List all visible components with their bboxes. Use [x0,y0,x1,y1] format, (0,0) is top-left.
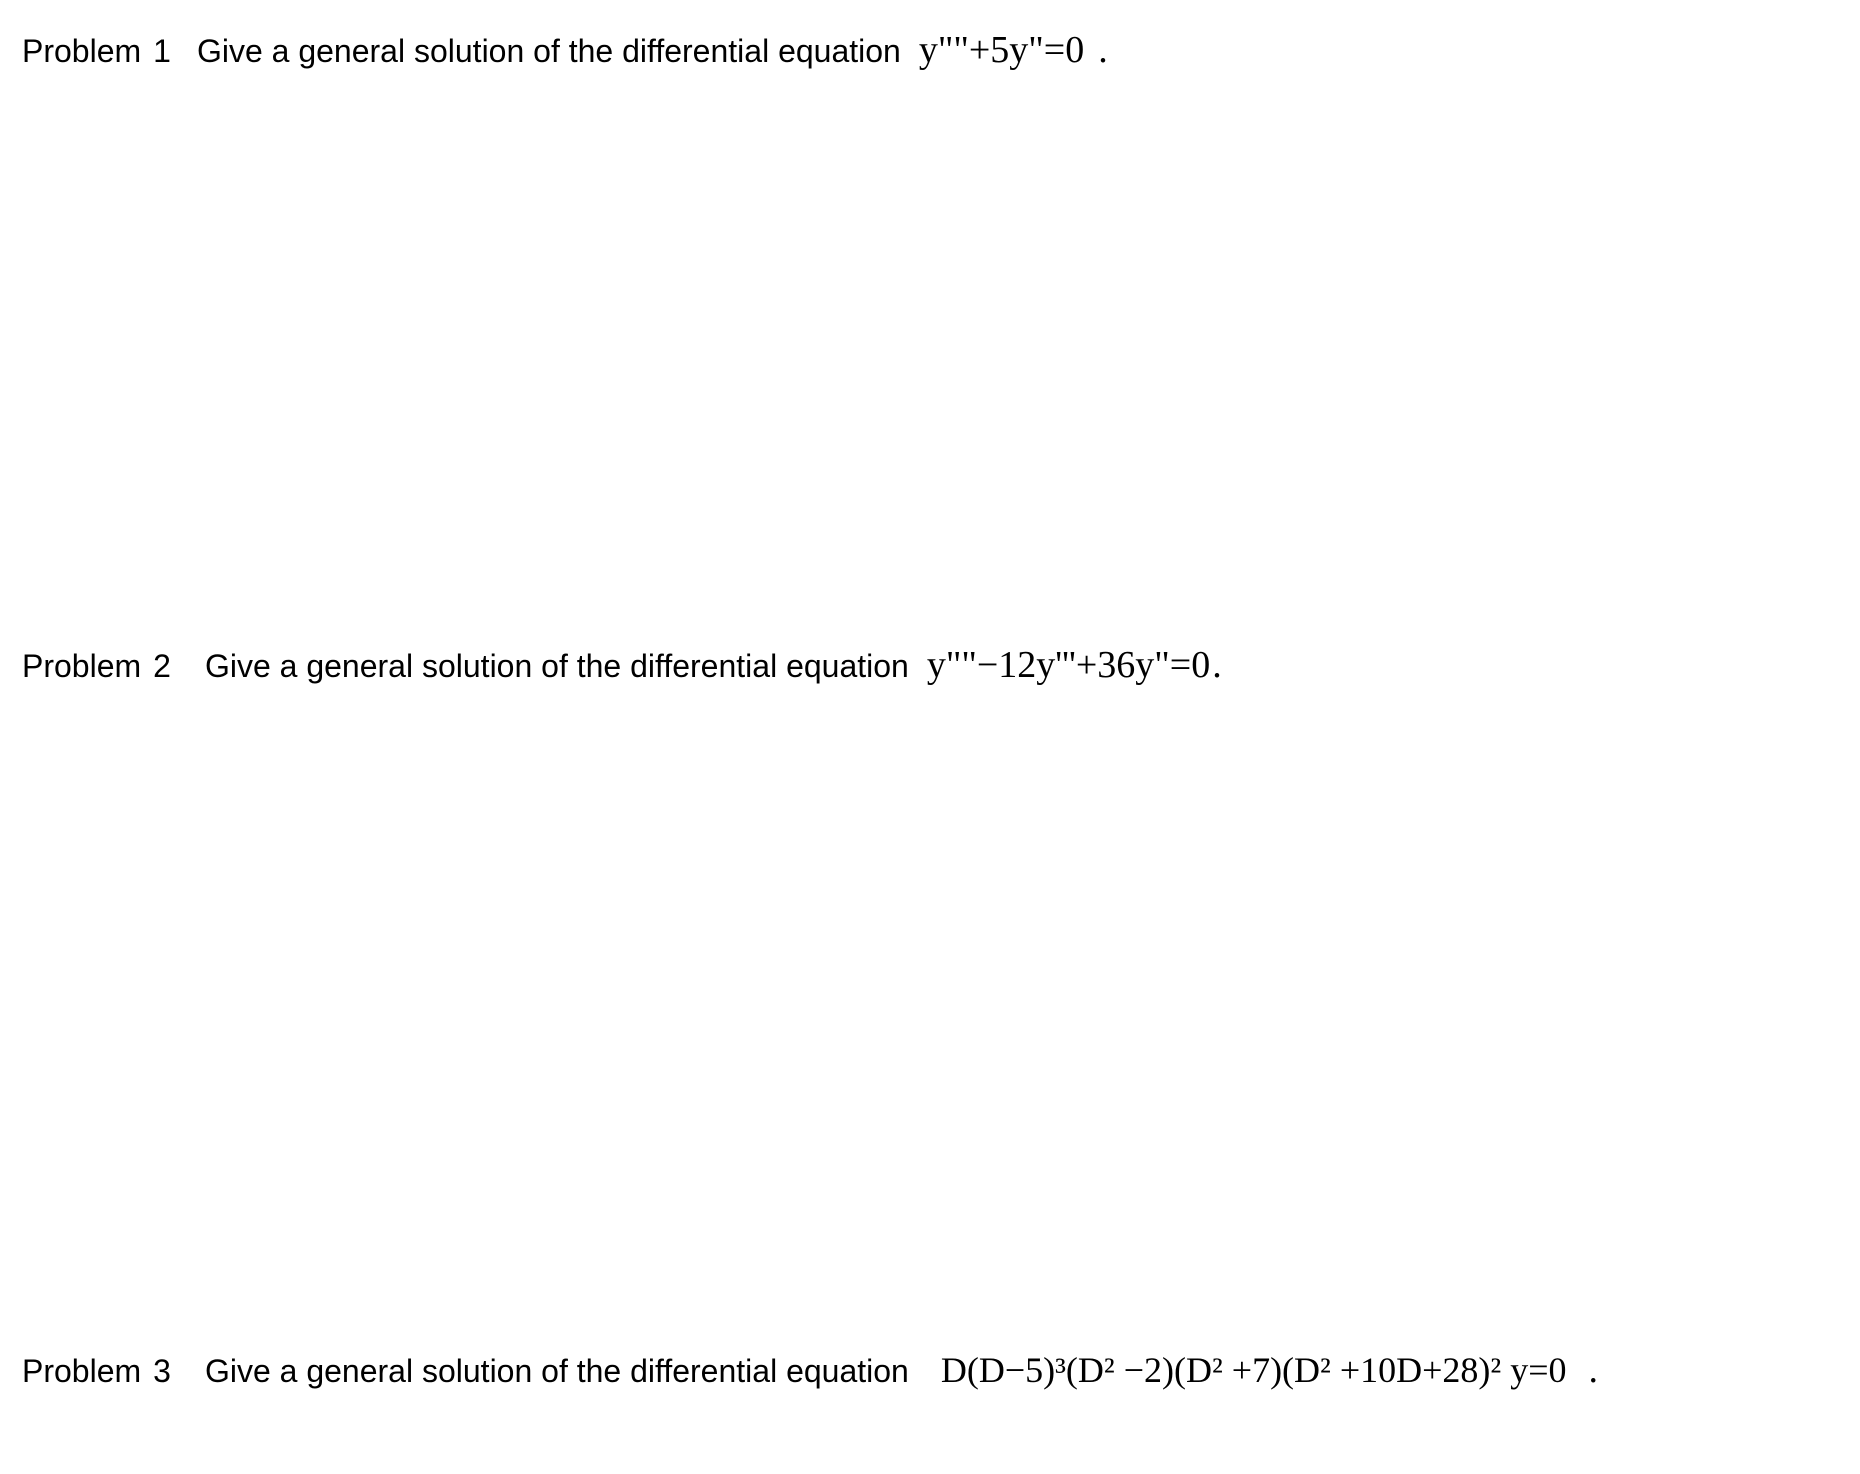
problem-3 [22,1348,1598,1392]
problem-number: 3 [153,1353,171,1389]
problem-label: Problem [22,33,142,69]
problem-number: 1 [153,33,171,69]
problem-equation: y""−12y'''+36y"=0 [926,644,1211,686]
problem-equation: D(D−5)³(D² −2)(D² +7)(D² +10D+28)² y=0 [940,1350,1567,1390]
equation-period: . [1212,644,1222,686]
problem-number: 2 [153,648,171,684]
equation-period: . [1098,29,1108,71]
problem-2 [22,643,1222,687]
problem-prompt: Give a general solution of the differential equation [204,648,909,684]
equation-period: . [1588,1349,1599,1391]
problem-label: Problem [22,648,142,684]
problem-label: Problem [22,1353,142,1389]
problem-prompt: Give a general solution of the differential equation [196,33,901,69]
problem-prompt: Give a general solution of the differential equation [204,1353,909,1389]
problem-equation: y""+5y"=0 [918,29,1085,71]
problem-1 [22,28,1108,72]
